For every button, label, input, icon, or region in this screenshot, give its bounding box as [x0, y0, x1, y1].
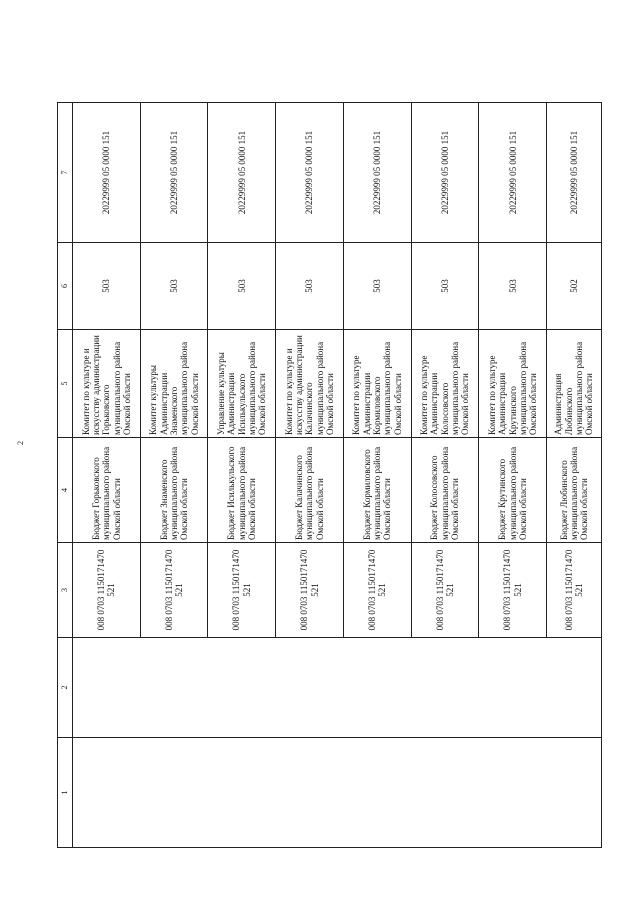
cell-col2 [479, 638, 547, 738]
cell-code: 008 0703 1150171470 521 [73, 543, 141, 638]
cell-chapter: 502 [547, 243, 602, 330]
column-header-2: 2 [58, 638, 73, 738]
cell-chapter: 503 [140, 243, 208, 330]
cell-budget: Бюджет Кормиловского муниципального района Омской области [343, 438, 411, 543]
table-row [73, 103, 141, 848]
cell-col1 [411, 738, 479, 848]
cell-chapter: 503 [411, 243, 479, 330]
cell-col2 [411, 638, 479, 738]
column-header-1: 1 [58, 738, 73, 848]
cell-kbk: 20229999 05 0000 151 [547, 103, 602, 243]
cell-col2 [73, 638, 141, 738]
cell-code: 008 0703 1150171470 521 [208, 543, 276, 638]
table-row [276, 103, 344, 848]
cell-kbk: 20229999 05 0000 151 [276, 103, 344, 243]
table-row [547, 103, 602, 848]
cell-col1 [276, 738, 344, 848]
cell-budget: Бюджет Исилькульского муниципального района Омской области [208, 438, 276, 543]
cell-kbk: 20229999 05 0000 151 [343, 103, 411, 243]
table-row [140, 103, 208, 848]
cell-chapter: 503 [73, 243, 141, 330]
cell-kbk: 20229999 05 0000 151 [479, 103, 547, 243]
cell-code: 008 0703 1150171470 521 [479, 543, 547, 638]
column-header-6: 6 [58, 243, 73, 330]
cell-admin: Комитет по культуре Администрации Кормиловского муниципального района Омской области [343, 330, 411, 438]
cell-col1 [208, 738, 276, 848]
cell-budget: Бюджет Любинского муниципального района Омской области [547, 438, 602, 543]
cell-col1 [547, 738, 602, 848]
cell-chapter: 503 [208, 243, 276, 330]
cell-col1 [343, 738, 411, 848]
cell-kbk: 20229999 05 0000 151 [208, 103, 276, 243]
cell-budget: Бюджет Колосовского муниципального района Омской области [411, 438, 479, 543]
cell-budget: Бюджет Крутинского муниципального района Омской области [479, 438, 547, 543]
cell-chapter: 503 [479, 243, 547, 330]
cell-col2 [208, 638, 276, 738]
cell-kbk: 20229999 05 0000 151 [140, 103, 208, 243]
cell-budget: Бюджет Знаменского муниципального района Омской области [140, 438, 208, 543]
cell-kbk: 20229999 05 0000 151 [73, 103, 141, 243]
table-row [411, 103, 479, 848]
column-header-4: 4 [58, 438, 73, 543]
cell-admin: Комитет по культуре и искусству администрации Калачинского муниципального района Омской области [276, 330, 344, 438]
cell-col2 [140, 638, 208, 738]
cell-col2 [547, 638, 602, 738]
column-number-row [58, 103, 73, 848]
cell-admin: Администрация Любинского муниципального района Омской области [547, 330, 602, 438]
cell-col1 [73, 738, 141, 848]
column-header-7: 7 [58, 103, 73, 243]
cell-code: 008 0703 1150171470 521 [140, 543, 208, 638]
cell-code: 008 0703 1150171470 521 [411, 543, 479, 638]
cell-budget: Бюджет Горьковского муниципального района Омской области [73, 438, 141, 543]
cell-budget: Бюджет Калачинского муниципального района Омской области [276, 438, 344, 543]
cell-chapter: 503 [276, 243, 344, 330]
table-row [343, 103, 411, 848]
page-number: 2 [16, 441, 25, 445]
cell-admin: Комитет культуры Администрации Знаменского муниципального района Омской области [140, 330, 208, 438]
cell-admin: Управление культуры Администрации Исилькульского муниципального района Омской области [208, 330, 276, 438]
subsidy-distribution-table [57, 102, 602, 848]
cell-admin: Комитет по культуре Администрации Колосовского муниципального района Омской области [411, 330, 479, 438]
cell-col1 [479, 738, 547, 848]
cell-col1 [140, 738, 208, 848]
table-row [208, 103, 276, 848]
cell-chapter: 503 [343, 243, 411, 330]
cell-admin: Комитет по культуре Администрации Крутинского муниципального района Омской области [479, 330, 547, 438]
cell-col2 [276, 638, 344, 738]
cell-code: 008 0703 1150171470 521 [547, 543, 602, 638]
document-table-container [57, 103, 602, 848]
table-row [479, 103, 547, 848]
cell-code: 008 0703 1150171470 521 [276, 543, 344, 638]
cell-kbk: 20229999 05 0000 151 [411, 103, 479, 243]
cell-col2 [343, 638, 411, 738]
cell-admin: Комитет по культуре и искусству администрации Горьковского муниципального района Омской области [73, 330, 141, 438]
column-header-5: 5 [58, 330, 73, 438]
column-header-3: 3 [58, 543, 73, 638]
cell-code: 008 0703 1150171470 521 [343, 543, 411, 638]
